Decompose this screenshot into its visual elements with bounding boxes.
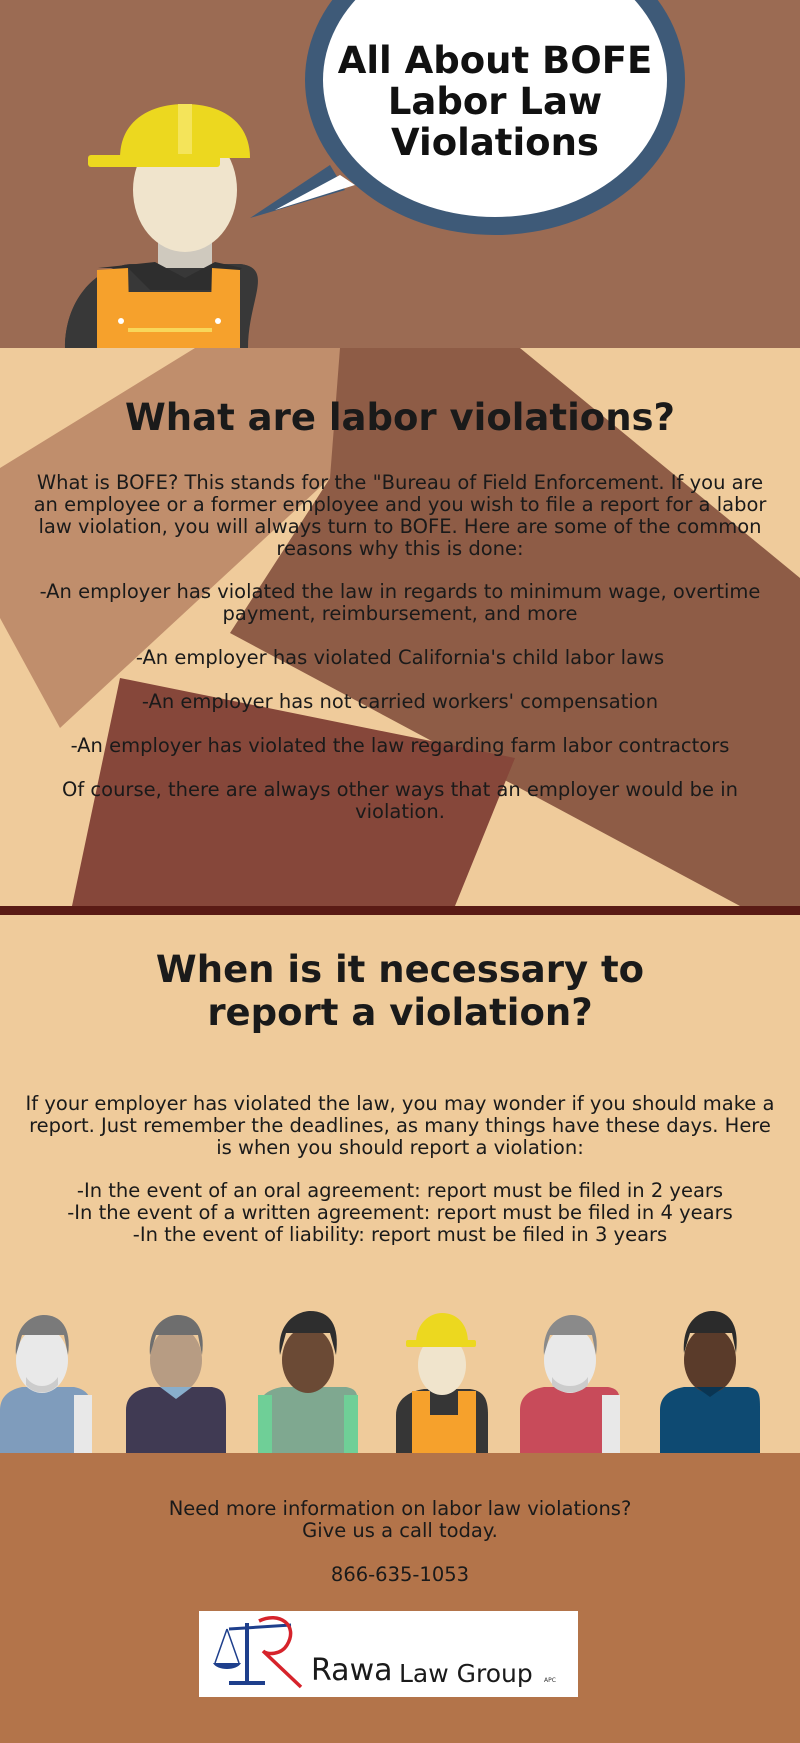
section1-closing: Of course, there are always other ways that an employer would be in violation. <box>62 778 738 823</box>
worker-avatar-5 <box>520 1315 620 1453</box>
worker-figure <box>65 104 258 348</box>
section2-item-1: -In the event of an oral agreement: report must be filed in 2 years <box>76 1179 724 1202</box>
worker-avatar-2 <box>126 1315 226 1453</box>
logo-suffix: APC <box>544 1677 556 1684</box>
hard-hat-icon <box>88 104 250 167</box>
section2-heading-line2: report a violation? <box>207 991 593 1034</box>
section2-intro: If your employer has violated the law, you may wonder if you should make a report. Just remember the deadlines, as many things have these days. Here is when you should report a violation: <box>25 1092 775 1159</box>
section1-item-1: -An employer has violated the law in regards to minimum wage, overtime payment, reimbursement, and more <box>39 580 761 625</box>
page-title: All About BOFE Labor Law Violations <box>337 39 653 164</box>
section2-item-3: -In the event of liability: report must be filed in 3 years <box>132 1223 668 1246</box>
worker-avatar-4 <box>396 1313 488 1453</box>
cta-line-1: Need more information on labor law violations? <box>168 1497 632 1520</box>
section2-item-2: -In the event of a written agreement: report must be filed in 4 years <box>67 1201 733 1224</box>
law-firm-logo <box>199 1611 578 1697</box>
worker-avatar-3 <box>258 1311 358 1453</box>
section2-heading-line1: When is it necessary to <box>155 948 645 991</box>
section1-heading: What are labor violations? <box>124 396 676 439</box>
header-banner <box>0 0 800 348</box>
workers-row-illustration <box>0 915 800 1453</box>
cta-line-2: Give us a call today. <box>302 1519 498 1542</box>
logo-name: Rawa <box>311 1653 393 1688</box>
logo-rest: Law Group <box>399 1659 533 1688</box>
report-deadlines-section <box>0 915 800 1453</box>
phone-number[interactable]: 866-635-1053 <box>330 1563 470 1586</box>
section-divider <box>0 906 800 915</box>
footer <box>0 1453 800 1743</box>
section1-item-2: -An employer has violated California's child labor laws <box>135 646 665 669</box>
worker-avatar-1 <box>0 1315 92 1453</box>
section1-item-3: -An employer has not carried workers' compensation <box>141 690 659 713</box>
labor-violations-section <box>0 348 800 906</box>
section1-intro: What is BOFE? This stands for the "Bureau of Field Enforcement. If you are an employee or a former employee and you wish to file a report for a labor law violation, you will always turn to BOFE. Here are some of the common reasons why this is done: <box>33 471 767 560</box>
section1-item-4: -An employer has violated the law regarding farm labor contractors <box>70 734 730 757</box>
worker-avatar-6 <box>660 1311 760 1453</box>
